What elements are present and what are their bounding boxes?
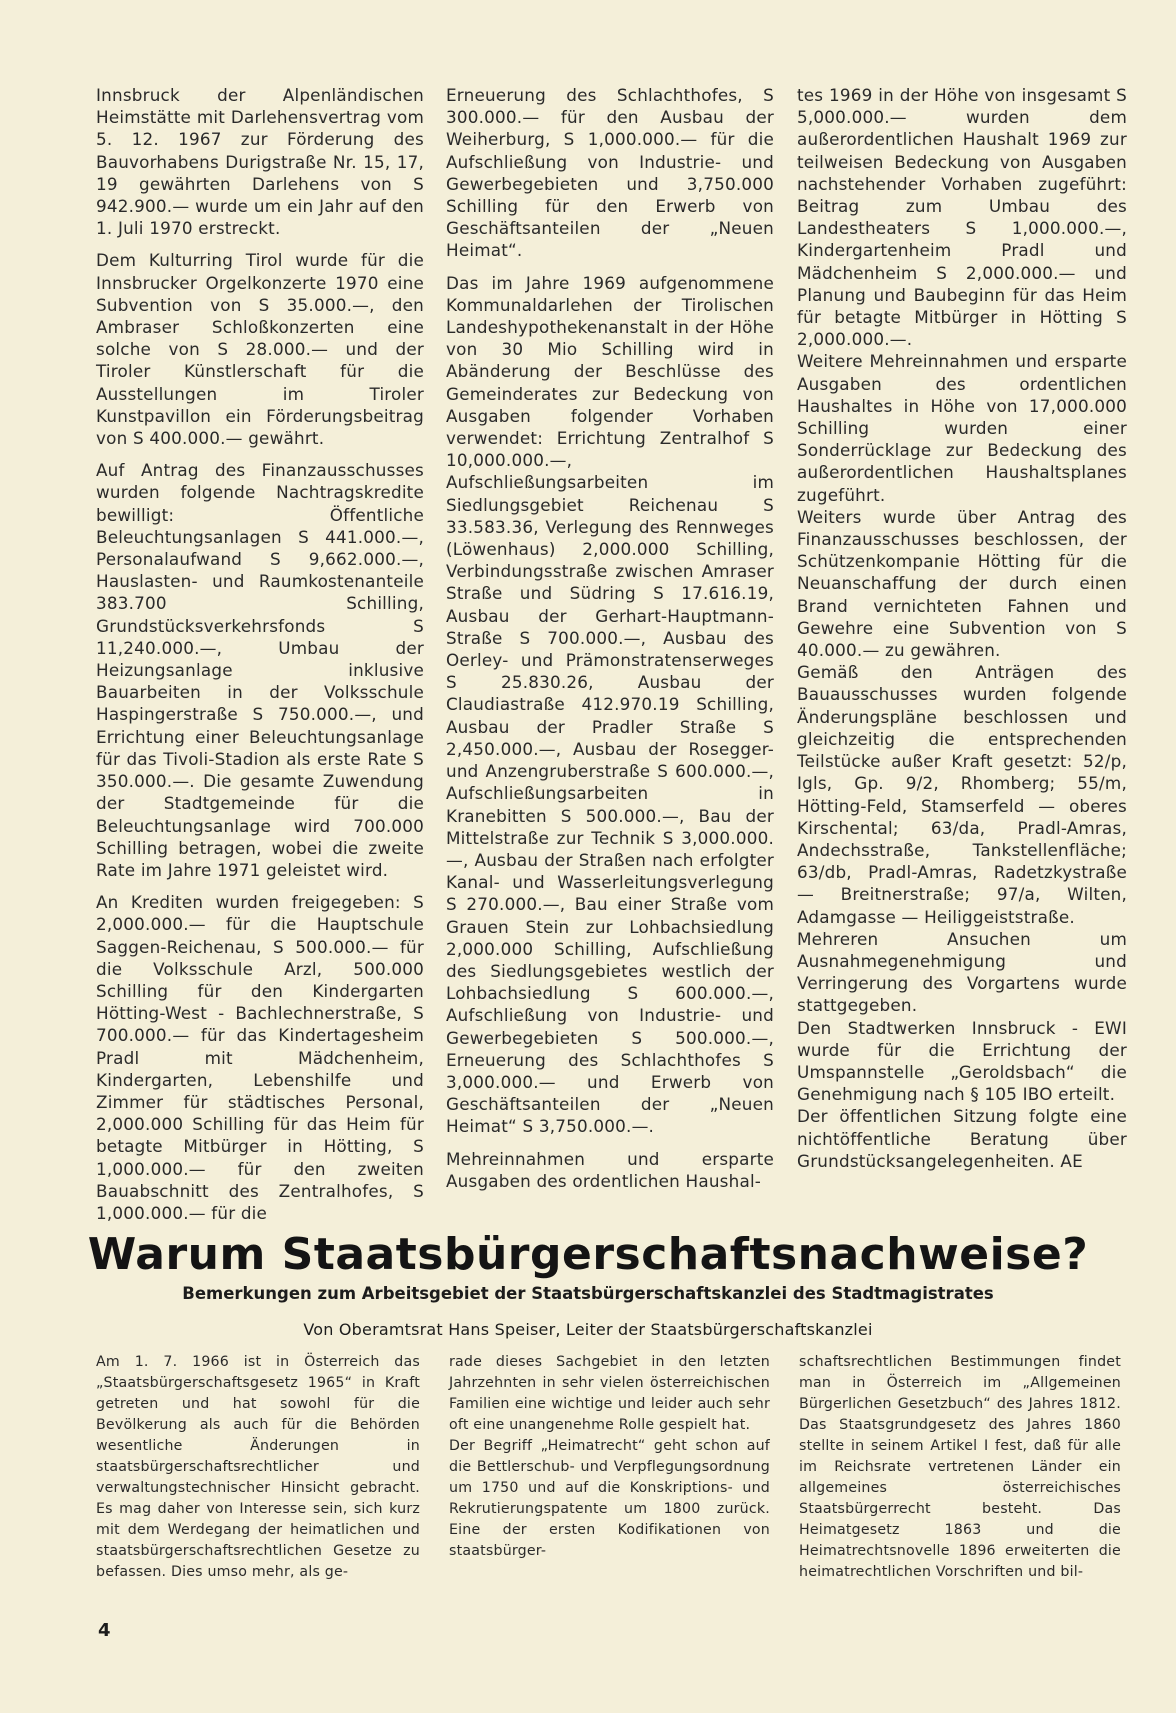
article-column-bottom-2 xyxy=(449,1352,770,1582)
paragraph: rade dieses Sachgebiet in den letzten Jahrzehnten in sehr vielen österreichischen Familien eine wichtige und leider auch sehr oft eine unangenehme Rolle gespielt hat. xyxy=(449,1354,770,1433)
article-column-2 xyxy=(446,84,774,1210)
article-column-bottom-1 xyxy=(96,1352,420,1582)
article-column-3 xyxy=(797,84,1127,1210)
paragraph: Weiters wurde über Antrag des Finanzausschusses beschlossen, der Schützenkompanie Hötting für die Neuanschaffung der durch einen Brand vernichteten Fahnen und Gewehre eine Subvention von S 40.000.— zu gewähren. xyxy=(797,506,1127,661)
paragraph: Auf Antrag des Finanzausschusses wurden folgende Nachtragskredite bewilligt: Öffentliche Beleuchtungsanlagen S 441.000.—, Personalaufwand S 9,662.000.—, Hauslasten- und Raumkostenanteile 383.700 Schilling, Grundstücksverkehrsfonds S 11,240.000.—, Umbau der Heizungsanlage inklusive Bauarbeiten in der Volksschule Haspingerstraße S 750.000.—, und Errichtung einer Beleuchtungsanlage für das Tivoli-Stadion als erste Rate S 350.000.—. Die gesamte Zuwendung der Stadtgemeinde für die Beleuchtungsanlage wird 700.000 Schilling betragen, wobei die zweite Rate im Jahre 1971 geleistet wird. xyxy=(96,460,424,880)
paragraph: Mehreren Ansuchen um Ausnahmegenehmigung und Verringerung des Vorgartens wurde stattgegeben. xyxy=(797,928,1127,1016)
paragraph: An Krediten wurden freigegeben: S 2,000.000.— für die Hauptschule Saggen-Reichenau, S 500.000.— für die Volksschule Arzl, 500.000 Schilling für den Kindergarten Hötting-West - Bachlechnerstraße, S 700.000.— für das Kindertagesheim Pradl mit Mädchenheim, Kindergarten, Lebenshilfe und Zimmer für städtisches Personal, 2,000.000 Schilling für das Heim für betagte Mitbürger in Hötting, S 1,000.000.— für den zweiten Bauabschnitt des Zentralhofes, S 1,000.000.— für die xyxy=(96,892,424,1223)
paragraph: tes 1969 in der Höhe von insgesamt S 5,000.000.— wurden dem außerordentlichen Haushalt 1969 zur teilweisen Bedeckung von Ausgaben nachstehender Vorhaben zugeführt: Beitrag zum Umbau des Landestheaters S 1,000.000.—, Kindergartenheim Pradl und Mädchenheim S 2,000.000.— und Planung und Baubeginn für das Heim für betagte Mitbürger in Hötting S 2,000.000.—. xyxy=(797,85,1127,350)
paragraph: Gemäß den Anträgen des Bauausschusses wurden folgende Änderungspläne beschlossen und gleichzeitig die entsprechenden Teilstücke außer Kraft gesetzt: 52/p, Igls, Gp. 9/2, Rhomberg; 55/m, Hötting-Feld, Stamserfeld — oberes Kirschental; 63/da, Pradl-Amras, Andechsstraße, Tankstellenfläche; 63/db, Pradl-Amras, Radetzkystraße — Breitnerstraße; 97/a, Wilten, Adamgasse — Heiliggeiststraße. xyxy=(797,662,1127,927)
paragraph: schaftsrechtlichen Bestimmungen findet man in Österreich im „Allgemeinen Bürgerlichen Gesetzbuch“ des Jahres 1812. Das Staatsgrundgesetz des Jahres 1860 stellte in seinem Artikel I fest, daß für alle im Reichsrate vertretenen Länder ein allgemeines österreichisches Staatsbürgerrecht besteht. Das Heimatgesetz 1863 und die Heimatrechtsnovelle 1896 erweiterten die heimatrechtlichen Vorschriften und bil- xyxy=(799,1354,1121,1580)
paragraph: Der Begriff „Heimatrecht“ geht schon auf die Bettlerschub- und Verpflegungsordnung um 1750 und auf die Konskriptions- und Rekrutierungspatente um 1800 zurück. Eine der ersten Kodifikationen von staatsbürger- xyxy=(449,1438,770,1559)
page-number: 4 xyxy=(98,1620,111,1641)
paragraph: Das im Jahre 1969 aufgenommene Kommunaldarlehen der Tirolischen Landeshypothekenanstalt in der Höhe von 30 Mio Schilling wird in Abänderung der Beschlüsse des Gemeinderates zur Bedeckung von Ausgaben folgender Vorhaben verwendet: Errichtung Zentralhof S 10,000.000.—, Aufschließungsarbeiten im Siedlungsgebiet Reichenau S 33.583.36, Verlegung des Rennweges (Löwenhaus) 2,000.000 Schilling, Verbindungsstraße zwischen Amraser Straße und Südring S 17.616.19, Ausbau der Gerhart-Hauptmann-Straße S 700.000.—, Ausbau des Oerley- und Prämonstratenserweges S 25.830.26, Ausbau der Claudiastraße 412.970.19 Schilling, Ausbau der Pradler Straße S 2,450.000.—, Ausbau der Rosegger- und Anzengruberstraße S 600.000.—, Aufschließungsarbeiten in Kranebitten S 500.000.—, Bau der Mittelstraße zur Technik S 3,000.000.—, Ausbau der Straßen nach erfolgter Kanal- und Wasserleitungsverlegung S 270.000.—, Bau einer Straße vom Grauen Stein zur Lohbachsiedlung 2,000.000 Schilling, Aufschließung des Siedlungsgebietes westlich der Lohbachsiedlung S 600.000.—, Aufschließung von Industrie- und Gewerbegebieten S 500.000.—, Erneuerung des Schlachthofes S 3,000.000.— und Erwerb von Geschäftsanteilen der „Neuen Heimat“ S 3,750.000.—. xyxy=(446,272,774,1137)
article-column-bottom-3 xyxy=(799,1352,1121,1582)
article-headline: Warum Staatsbürgerschaftsnachweise? xyxy=(87,1229,1089,1280)
paragraph: Innsbruck der Alpenländischen Heimstätte mit Darlehensvertrag vom 5. 12. 1967 zur Förderung des Bauvorhabens Durigstraße Nr. 15, 17, 19 gewährten Darlehens von S 942.900.— wurde um ein Jahr auf den 1. Juli 1970 erstreckt. xyxy=(96,85,424,239)
paragraph: Den Stadtwerken Innsbruck - EWI wurde für die Errichtung der Umspannstelle „Geroldsbach“ die Genehmigung nach § 105 IBO erteilt. xyxy=(797,1017,1127,1105)
article-column-1 xyxy=(96,84,424,1223)
paragraph: Mehreinnahmen und ersparte Ausgaben des ordentlichen Haushal- xyxy=(446,1148,774,1191)
paragraph: Der öffentlichen Sitzung folgte eine nichtöffentliche Beratung über Grundstücksangelegenheiten. AE xyxy=(797,1106,1127,1171)
paragraph: Erneuerung des Schlachthofes, S 300.000.— für den Ausbau der Weiherburg, S 1,000.000.— für die Aufschließung von Industrie- und Gewerbegebieten und 3,750.000 Schilling für den Erwerb von Geschäftsanteilen der „Neuen Heimat“. xyxy=(446,85,774,261)
paragraph: Weitere Mehreinnahmen und ersparte Ausgaben des ordentlichen Haushaltes in Höhe von 17,000.000 Schilling wurden einer Sonderrücklage zur Bedeckung des außerordentlichen Haushaltsplanes zugeführt. xyxy=(797,351,1127,505)
paragraph: Am 1. 7. 1966 ist in Österreich das „Staatsbürgerschaftsgesetz 1965“ in Kraft getreten und hat sowohl für die Bevölkerung als auch für die Behörden wesentliche Änderungen in staatsbürgerschaftsrechtlicher und verwaltungstechnischer Hinsicht gebracht. Es mag daher von Interesse sein, sich kurz mit dem Werdegang der heimatlichen und staatsbürgerschaftsrechtlichen Gesetze zu befassen. Dies umso mehr, als ge- xyxy=(96,1354,420,1580)
article-subtitle: Bemerkungen zum Arbeitsgebiet der Staatsbürgerschaftskanzlei des Stadtmagistrates xyxy=(182,1284,994,1303)
paragraph: Dem Kulturring Tirol wurde für die Innsbrucker Orgelkonzerte 1970 eine Subvention von S 35.000.—, den Ambraser Schloßkonzerten eine solche von S 28.000.— und der Tiroler Künstlerschaft für die Ausstellungen im Tiroler Kunstpavillon ein Förderungsbeitrag von S 400.000.— gewährt. xyxy=(96,250,424,449)
article-byline: Von Oberamtsrat Hans Speiser, Leiter der Staatsbürgerschaftskanzlei xyxy=(303,1320,873,1339)
